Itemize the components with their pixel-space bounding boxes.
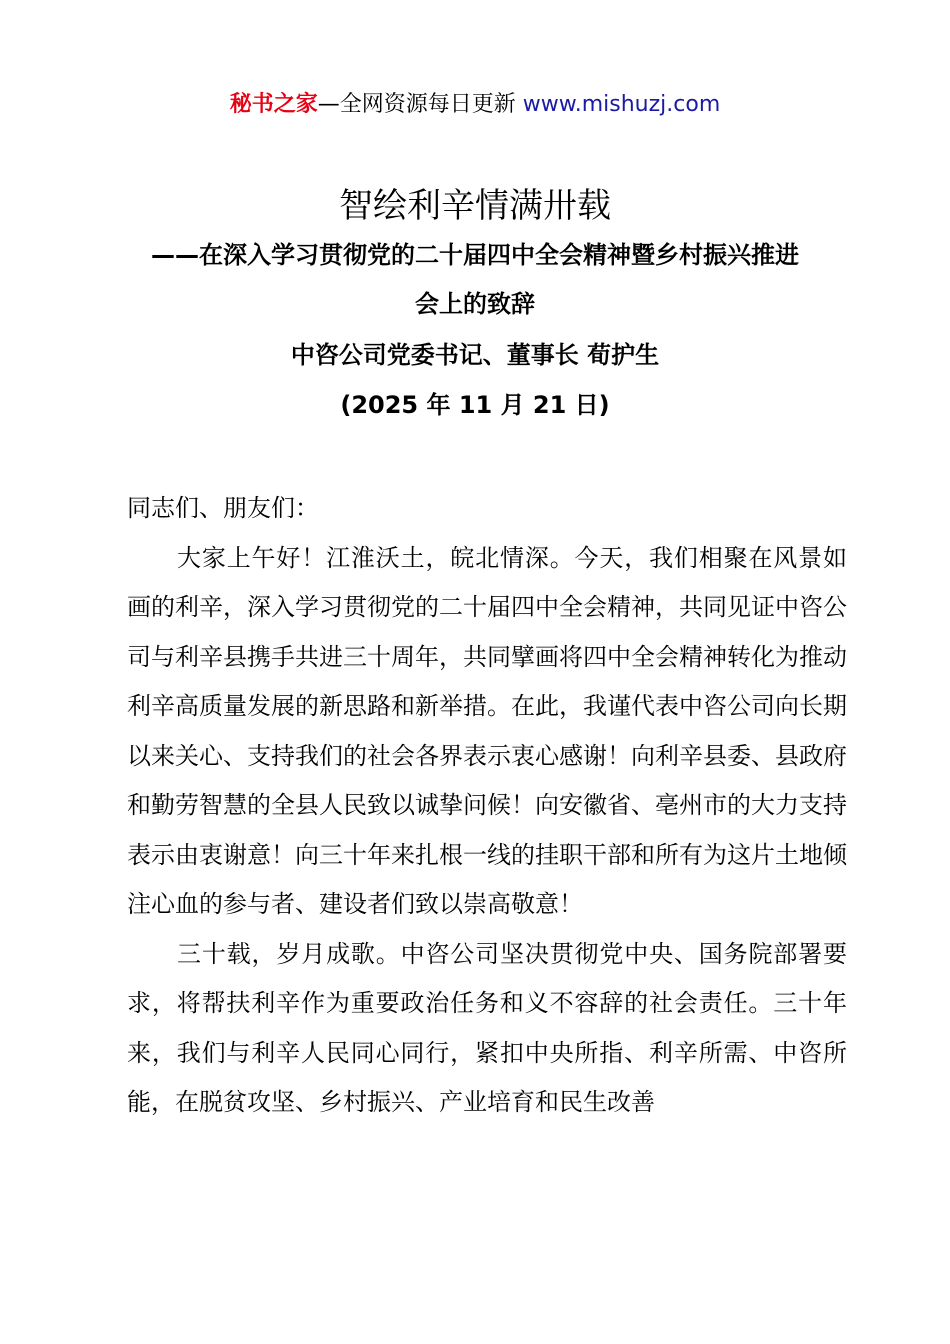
site-url-link[interactable]: www.mishuzj.com [522, 92, 721, 117]
document-subtitle-line2: 会上的致辞 [415, 290, 535, 318]
salutation: 同志们、朋友们： [127, 494, 319, 522]
speaker-byline: 中咨公司党委书记、董事长 荀护生 [290, 341, 660, 369]
body-paragraph-2: 三十载，岁月成歌。中咨公司坚决贯彻党中央、国务院部署要求，将帮扶利辛作为重要政治任务和义不容辞的社会责任。三十年来，我们与利辛人民同心同行，紧扣中央所指、利辛所需、中咨所能，在脱贫攻坚、乡村振兴、产业培育和民生改善 [127, 939, 847, 1116]
speech-date: (2025 年 11 月 21 日) [340, 391, 610, 419]
header-tagline: —全网资源每日更新 [317, 92, 516, 117]
site-header [0, 88, 950, 122]
document-subtitle-line1: ——在深入学习贯彻党的二十届四中全会精神暨乡村振兴推进 [151, 241, 799, 269]
brand-name: 秘书之家 [229, 92, 318, 117]
body-paragraph-1: 大家上午好！江淮沃土，皖北情深。今天，我们相聚在风景如画的利辛，深入学习贯彻党的二十届四中全会精神，共同见证中咨公司与利辛县携手共进三十周年，共同擘画将四中全会精神转化为推动利辛高质量发展的新思路和新举措。在此，我谨代表中咨公司向长期以来关心、支持我们的社会各界表示衷心感谢！向利辛县委、县政府和勤劳智慧的全县人民致以诚挚问候！向安徽省、亳州市的大力支持表示由衷谢意！向三十年来扎根一线的挂职干部和所有为这片土地倾注心血的参与者、建设者们致以崇高敬意！ [127, 543, 847, 918]
speech-body [127, 484, 847, 1128]
document-title: 智绘利辛情满卅载 [339, 186, 611, 226]
